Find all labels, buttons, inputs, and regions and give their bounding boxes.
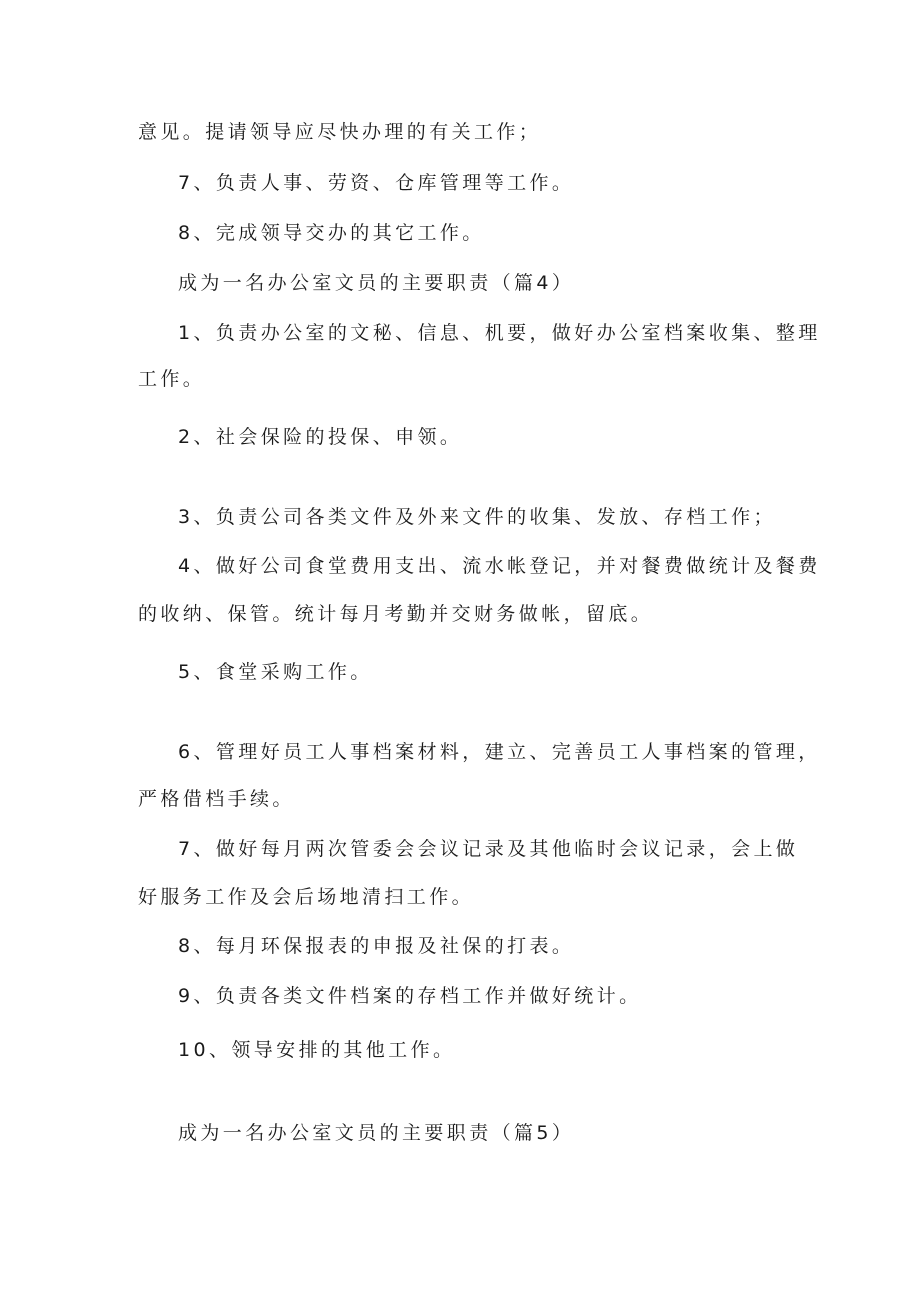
list-item: 1、负责办公室的文秘、信息、机要，做好办公室档案收集、整理: [178, 322, 821, 344]
section-heading: 成为一名办公室文员的主要职责（篇5）: [178, 1122, 575, 1144]
text-line: 严格借档手续。: [138, 788, 295, 810]
list-item: 7、负责人事、劳资、仓库管理等工作。: [178, 172, 575, 194]
list-item: 4、做好公司食堂费用支出、流水帐登记，并对餐费做统计及餐费: [178, 555, 821, 577]
text-line: 意见。提请领导应尽快办理的有关工作；: [138, 121, 542, 143]
list-item: 10、领导安排的其他工作。: [178, 1039, 456, 1061]
text-line: 工作。: [138, 368, 206, 390]
section-heading: 成为一名办公室文员的主要职责（篇4）: [178, 272, 575, 294]
text-line: 好服务工作及会后场地清扫工作。: [138, 886, 475, 908]
list-item: 9、负责各类文件档案的存档工作并做好统计。: [178, 985, 642, 1007]
list-item: 6、管理好员工人事档案材料，建立、完善员工人事档案的管理，: [178, 741, 821, 763]
list-item: 8、完成领导交办的其它工作。: [178, 222, 485, 244]
list-item: 7、做好每月两次管委会会议记录及其他临时会议记录，会上做: [178, 838, 799, 860]
list-item: 5、食堂采购工作。: [178, 661, 373, 683]
list-item: 8、每月环保报表的申报及社保的打表。: [178, 935, 575, 957]
list-item: 2、社会保险的投保、申领。: [178, 426, 463, 448]
text-line: 的收纳、保管。统计每月考勤并交财务做帐，留底。: [138, 603, 654, 625]
list-item: 3、负责公司各类文件及外来文件的收集、发放、存档工作；: [178, 506, 776, 528]
